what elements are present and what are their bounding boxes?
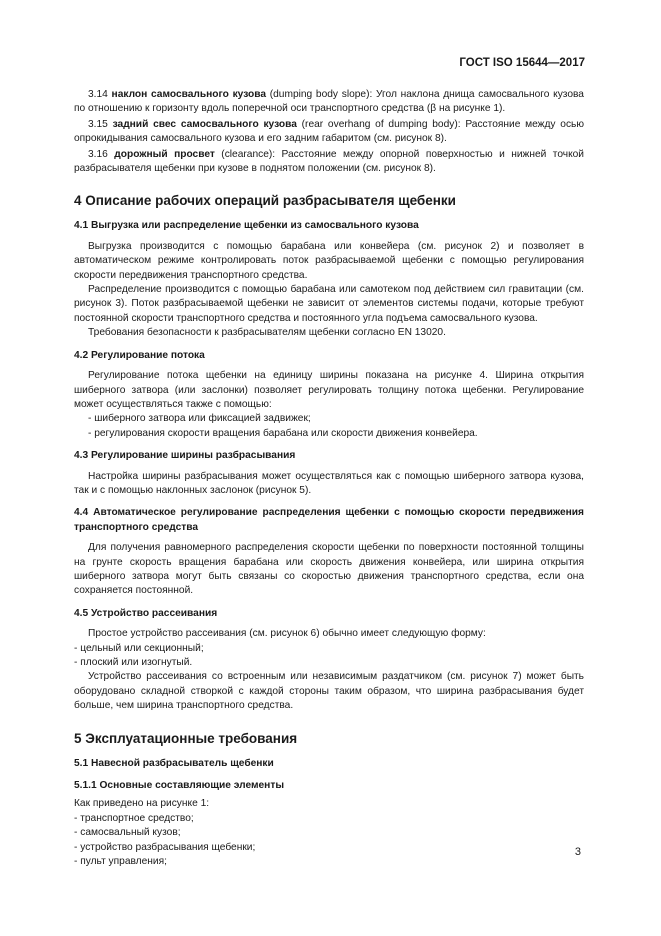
paragraph: Для получения равномерного распределения скорости щебенки по поверхности постоянной толщины на грунте скорость вращения барабана или скорость движения конвейера, или ширина открытия шиберного затвора могут быть связаны со скоростью движения транспортного средства, если она сохраняется постоянной. xyxy=(74,542,584,597)
list-item: - цельный или секционный; xyxy=(74,642,204,654)
document-id-header: ГОСТ ISO 15644—2017 xyxy=(459,57,585,69)
section-5-heading: 5 Эксплуатационные требования xyxy=(74,730,298,746)
list-item: - самосвальный кузов; xyxy=(74,827,181,839)
paragraph: Как приведено на рисунке 1: xyxy=(74,798,210,810)
list-item: - регулирования скорости вращения барабана или скорости движения конвейера. xyxy=(88,427,478,439)
section-5-1-1-heading: 5.1.1 Основные составляющие элементы xyxy=(74,780,285,792)
section-4-4-heading: 4.4 Автоматическое регулирование распределения щебенки с помощью скорости передвижения транспортного средства xyxy=(74,507,584,533)
paragraph: Распределение производится с помощью барабана или самотеком под действием сил гравитации (см. рисунок 3). Поток разбрасываемой щебенки не зависит от элементов системы подачи, которые требуют постоянной скорости транспортного средства и постоянного угла подъема самосвального кузова. xyxy=(74,284,584,324)
definition-number: 3.16 xyxy=(88,148,108,160)
section-4-heading: 4 Описание рабочих операций разбрасывателя щебенки xyxy=(74,193,456,209)
definitions-block xyxy=(74,88,584,176)
list-item: - пульт управления; xyxy=(74,856,167,868)
paragraph: Простое устройство рассеивания (см. рисунок 6) обычно имеет следующую форму: xyxy=(88,628,486,640)
list-item: - шиберного затвора или фиксацией задвижек; xyxy=(88,413,311,425)
definition-number: 3.14 xyxy=(88,89,108,100)
definition-3-16 xyxy=(74,148,584,177)
paragraph: Выгрузка производится с помощью барабана или конвейера (см. рисунок 2) и позволяет в автоматическом режиме контролировать поток разбрасываемой щебенки с помощью регулирования скорости передвижения транспортного средства. xyxy=(74,240,584,281)
paragraph: Устройство рассеивания со встроенным или независимым раздатчиком (см. рисунок 7) может быть оборудовано складной створкой с каждой стороны таким образом, что ширина разбрасывания будет больше, чем ширина транспортного средства. xyxy=(74,671,584,712)
page-body xyxy=(74,88,584,869)
section-4-1-heading: 4.1 Выгрузка или распределение щебенки из самосвального кузова xyxy=(74,220,419,232)
list-item: - транспортное средство; xyxy=(74,812,194,824)
paragraph: Требования безопасности к разбрасывателям щебенки согласно EN 13020. xyxy=(88,327,446,339)
section-4-2-heading: 4.2 Регулирование потока xyxy=(74,349,205,361)
definition-term: дорожный просвет xyxy=(114,148,215,160)
list-item: - плоский или изогнутый. xyxy=(74,657,193,668)
section-4-5-heading: 4.5 Устройство рассеивания xyxy=(74,607,218,619)
definition-text: (rear overhang of dumping body): Расстояние между осью опрокидывания самосвального кузова и его задним габаритом (см. рисунок 8). xyxy=(74,118,584,145)
definition-term: наклон самосвального кузова xyxy=(111,89,267,100)
page-number: 3 xyxy=(574,846,581,858)
list-item: - устройство разбрасывания щебенки; xyxy=(74,841,256,853)
definition-3-14 xyxy=(74,88,584,117)
section-5-1-heading: 5.1 Навесной разбрасыватель щебенки xyxy=(74,757,274,769)
definition-term: задний свес самосвального кузова xyxy=(112,118,297,130)
paragraph: Настройка ширины разбрасывания может осуществляться как с помощью шиберного затвора кузова, так и с помощью наклонных заслонок (рисунок 5). xyxy=(74,470,584,496)
paragraph: Регулирование потока щебенки на единицу ширины показана на рисунке 4. Ширина открытия шиберного затвора (или заслонки) позволяет регулировать толщину потока щебенки. Регулирование может осуществляться также с помощью: xyxy=(74,370,584,410)
definition-number: 3.15 xyxy=(88,118,108,130)
section-4-3-heading: 4.3 Регулирование ширины разбрасывания xyxy=(74,450,296,462)
definition-text: (dumping body slope): Угол наклона днища самосвального кузова по отношению к горизонту вдоль поперечной оси транспортного средства (β на рисунке 1). xyxy=(74,89,584,115)
definition-3-15 xyxy=(74,118,584,147)
definition-text: (clearance): Расстояние между опорной поверхностью и нижней точкой разбрасывателя щебенки при кузове в поднятом положении (см. рисунок 8). xyxy=(74,148,584,175)
